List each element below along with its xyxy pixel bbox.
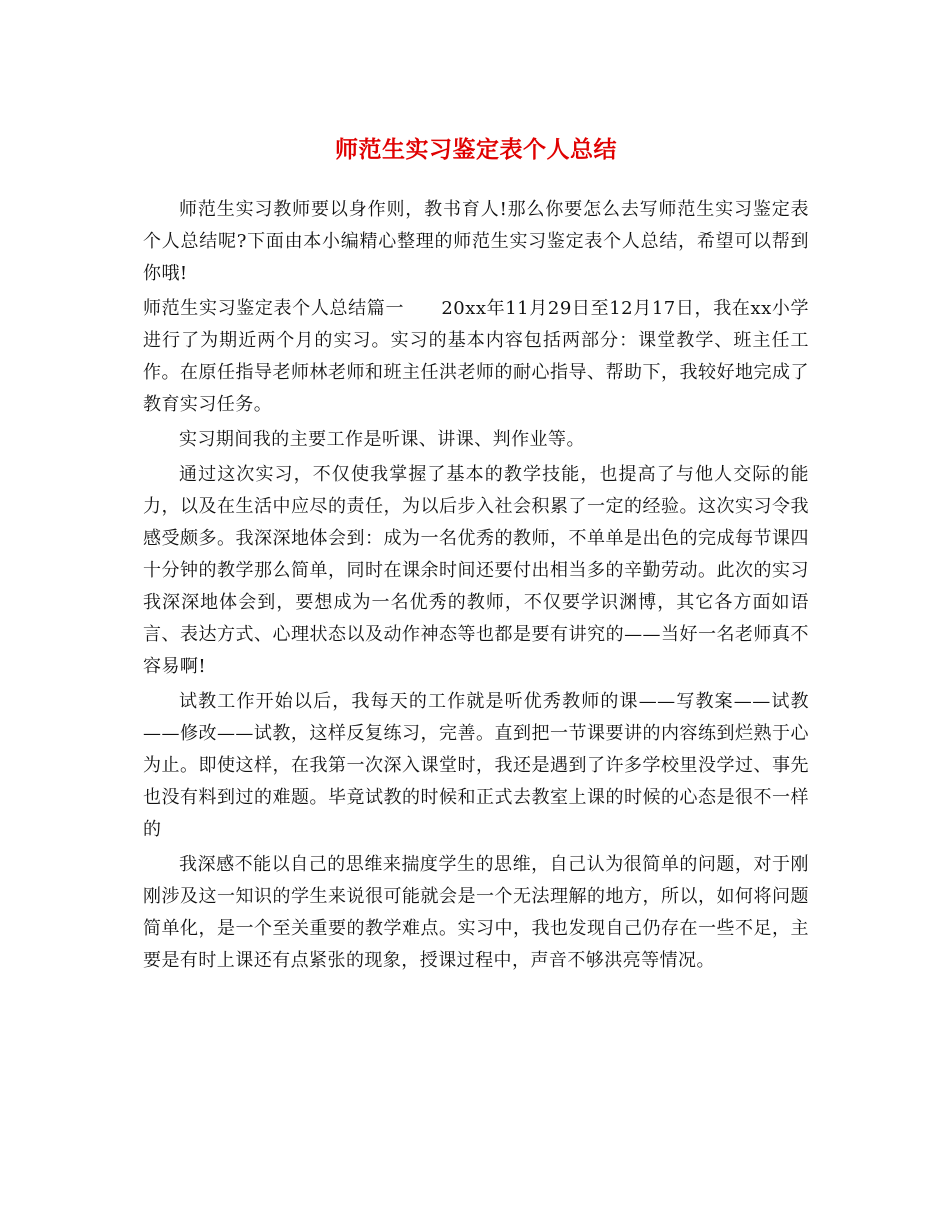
document-page	[143, 128, 809, 980]
reflection-paragraph: 我深感不能以自己的思维来揣度学生的思维，自己认为很简单的问题，对于刚刚涉及这一知识的学生来说很可能就会是一个无法理解的地方，所以，如何将问题简单化，是一个至关重要的教学难点。实习中，我也发现自己仍存在一些不足，主要是有时上课还有点紧张的现象，授课过程中，声音不够洪亮等情况。	[143, 854, 809, 971]
document-title: 师范生实习鉴定表个人总结	[335, 136, 617, 163]
trial-teaching-paragraph: 试教工作开始以后，我每天的工作就是听优秀教师的课——写教案——试教——修改——试教，这样反复练习，完善。直到把一节课要讲的内容练到烂熟于心为止。即使这样，在我第一次深入课堂时，我还是遇到了许多学校里没学过、事先也没有料到过的难题。毕竟试教的时候和正式去教室上课的时候的心态是很不一样的	[143, 691, 809, 840]
section-one-paragraph: 师范生实习鉴定表个人总结篇一 20xx年11月29日至12月17日，我在xx小学进行了为期近两个月的实习。实习的基本内容包括两部分：课堂教学、班主任工作。在原任指导老师林老师和班主任洪老师的耐心指导、帮助下，我较好地完成了教育实习任务。	[143, 298, 809, 415]
work-content-paragraph: 实习期间我的主要工作是听课、讲课、判作业等。	[179, 429, 585, 450]
intro-paragraph: 师范生实习教师要以身作则，教书育人!那么你要怎么去写师范生实习鉴定表个人总结呢?下面由本小编精心整理的师范生实习鉴定表个人总结，希望可以帮到你哦!	[143, 199, 809, 284]
experience-paragraph: 通过这次实习，不仅使我掌握了基本的教学技能，也提高了与他人交际的能力，以及在生活中应尽的责任，为以后步入社会积累了一定的经验。这次实习令我感受颇多。我深深地体会到：成为一名优秀的教师，不单单是出色的完成每节课四十分钟的教学那么简单，同时在课余时间还要付出相当多的辛勤劳动。此次的实习我深深地体会到，要想成为一名优秀的教师，不仅要学识渊博，其它各方面如语言、表达方式、心理状态以及动作神态等也都是要有讲究的——当好一名老师真不容易啊!	[143, 464, 809, 677]
